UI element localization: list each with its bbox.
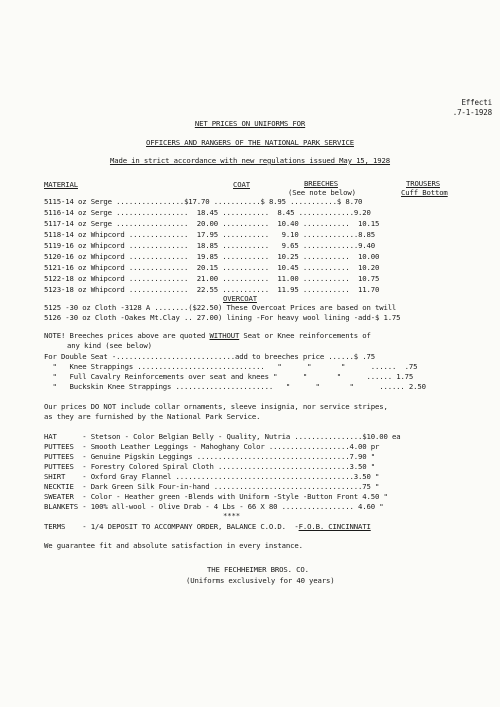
regulations-line xyxy=(0,156,500,165)
doc-title: NET PRICES ON UNIFORMS FOR xyxy=(194,119,306,128)
doc-subtitle: OFFICERS AND RANGERS OF THE NATIONAL PARK SERVICE xyxy=(146,138,354,147)
col-trousers: TROUSERS xyxy=(406,179,440,188)
table-row: 5118-14 oz Whipcord .............. 17.95 ........... 9.10 .............8.85 xyxy=(44,230,376,239)
company-tagline: (Uniforms exclusively for 40 years) xyxy=(186,576,335,585)
extra-item: " Knee Strappings .............................. " " " ...... .75 xyxy=(44,362,418,371)
table-row: 5122-18 oz Whipcord .............. 21.00 ........... 11.00 ........... 10.75 xyxy=(44,274,380,283)
without-emphasis: WITHOUT xyxy=(209,331,240,340)
effective-date: .7-1-1928 xyxy=(452,108,492,117)
col-material: MATERIAL xyxy=(44,180,78,189)
col-trousers-note: Cuff Bottom xyxy=(401,188,448,197)
table-row: 5123-18 oz Whipcord .............. 22.55 ........... 11.95 ........... 11.70 xyxy=(44,285,380,294)
disclaimer-line-1: Our prices DO NOT include collar ornaments, sleeve insignia, nor service stripes, xyxy=(44,402,388,411)
effective-label: Effecti xyxy=(461,98,492,107)
list-item: SWEATER - Color - Heather green -Blends with Uniform -Style -Button Front 4.50 " xyxy=(44,492,388,501)
table-row: 5120-16 oz Whipcord .............. 19.85 ........... 10.25 ........... 10.00 xyxy=(44,252,380,261)
guarantee-line: We guarantee fit and absolute satisfaction in every instance. xyxy=(44,541,303,550)
extra-item: " Buckskin Knee Strappings ....................... " " " ...... 2.50 xyxy=(44,382,426,391)
breeches-note: NOTE! Breeches prices above are quoted WITHOUT Seat or Knee reinforcements of xyxy=(44,331,371,340)
list-item: HAT - Stetson - Color Belgian Belly - Quality, Nutria ................$10.00 ea xyxy=(44,432,401,441)
terms-label: TERMS xyxy=(44,522,66,531)
extra-item: " Full Cavalry Reinforcements over seat and knees " " " ...... 1.75 xyxy=(44,372,414,381)
extra-item: For Double Seat -............................add to breeches price ......$ .75 xyxy=(44,352,375,361)
table-row: 5119-16 oz Whipcord .............. 18.85 ........... 9.65 .............9.40 xyxy=(44,241,376,250)
company-name: THE FECHHEIMER BROS. CO. xyxy=(207,565,309,574)
list-item: PUTTEES - Genuine Pigskin Leggings ....................................7.90 " xyxy=(44,452,375,461)
col-coat: COAT xyxy=(233,180,250,189)
table-row: 5117-14 oz Serge ................. 20.00 ........... 10.40 ........... 10.15 xyxy=(44,219,380,228)
list-item: PUTTEES - Smooth Leather Leggings - Mahoghany Color ...................4.00 pr xyxy=(44,442,380,451)
col-breeches-note: (See note below) xyxy=(288,188,356,197)
list-item: SHIRT - Oxford Gray Flannel ..........................................3.50 " xyxy=(44,472,380,481)
table-row: 5116-14 oz Serge ................. 18.45 ........... 8.45 .............9.20 xyxy=(44,208,371,217)
list-item: BLANKETS - 100% all-wool - Olive Drab - 4 Lbs - 66 X 80 ................. 4.60 " xyxy=(44,502,384,511)
regulations-text: Made in strict accordance with new regulations issued May 15, 1928 xyxy=(109,156,391,165)
overcoat-line-1: 5125 -30 oz Cloth -3128 A ........($22.50) These Overcoat Prices are based on twill xyxy=(44,303,397,312)
stars-divider: **** xyxy=(223,511,240,520)
list-item: NECKTIE - Dark Green Silk Four-in-hand ...................................75 " xyxy=(44,482,380,491)
overcoat-line-2: 5126 -30 oz Cloth -Oakes Mt.Clay .. 27.00) lining -For heavy wool lining -add-$ 1.75 xyxy=(44,313,401,322)
terms-line: TERMS - 1/4 DEPOSIT TO ACCOMPANY ORDER, BALANCE C.O.D. -F.O.B. CINCINNATI xyxy=(44,522,371,531)
fob-text: F.O.B. CINCINNATI xyxy=(298,522,371,531)
overcoat-heading: OVERCOAT xyxy=(223,294,257,303)
table-row: 5115-14 oz Serge ................$17.70 ...........$ 8.95 ...........$ 8.70 xyxy=(44,197,363,206)
col-breeches: BREECHES xyxy=(304,179,338,188)
breeches-note-2: any kind (see below) xyxy=(67,341,152,350)
list-item: PUTTEES - Forestry Colored Spiral Cloth ...............................3.50 " xyxy=(44,462,375,471)
table-row: 5121-16 oz Whipcord .............. 20.15 ........... 10.45 ........... 10.20 xyxy=(44,263,380,272)
disclaimer-line-2: as they are furnished by the National Park Service. xyxy=(44,412,261,421)
